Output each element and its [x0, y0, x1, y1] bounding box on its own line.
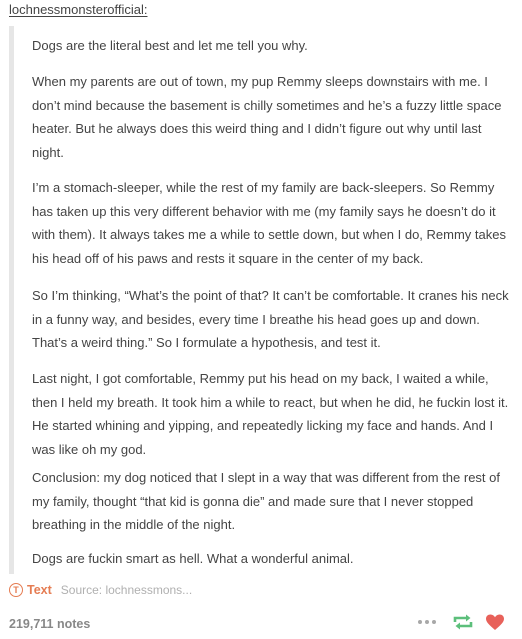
paragraph-3: I’m a stomach-sleeper, while the rest of my family are back-sleepers. So Remmy has taken up this very different behavior with me (my family says he doesn’t do it with them). It always takes me a while to settle down, but when I do, Remmy takes his head off of his paws and rests it square in the center of my back.	[32, 180, 506, 266]
paragraph-2: When my parents are out of town, my pup Remmy sleeps downstairs with me. I don’t mind because the basement is chilly sometimes and he’s a fuzzy little space heater. But he always does this weird thing and I didn’t figure out why until last night.	[32, 74, 502, 160]
text-post-icon: T	[9, 583, 23, 597]
paragraph-4: So I’m thinking, “What’s the point of that? It can’t be comfortable. It cranes his neck in a funny way, and besides, every time I breathe his head goes up and down. That’s a weird thing.” So I formulate a hypothesis, and test it.	[32, 288, 509, 350]
post-meta	[9, 583, 192, 597]
more-options-icon[interactable]	[416, 615, 438, 629]
paragraph-5: Last night, I got comfortable, Remmy put his head on my back, I waited a while, then I held my breath. It took him a while to react, but when he did, he fuckin lost it. He started whining and yipping, and repeatedly licking my face and hands. And I was like oh my god.	[32, 371, 509, 457]
paragraph-1: Dogs are the literal best and let me tell you why.	[32, 38, 308, 53]
paragraph-7: Dogs are fuckin smart as hell. What a wonderful animal.	[32, 551, 354, 566]
source-link[interactable]: Source: lochnessmons...	[60, 583, 193, 597]
paragraph-6: Conclusion: my dog noticed that I slept in a way that was different from the rest of my family, thought “that kid is gonna die” and made sure that I never stopped breathing in the middle of the night.	[32, 470, 500, 532]
heart-icon[interactable]	[486, 614, 504, 631]
post-type-label[interactable]: Text	[27, 583, 52, 597]
reblog-icon[interactable]	[452, 613, 474, 631]
post-username[interactable]: lochnessmonsterofficial:	[9, 2, 148, 17]
post-actions	[416, 613, 504, 631]
post-body-quote	[9, 26, 514, 574]
notes-count[interactable]: 219,711 notes	[9, 617, 91, 631]
